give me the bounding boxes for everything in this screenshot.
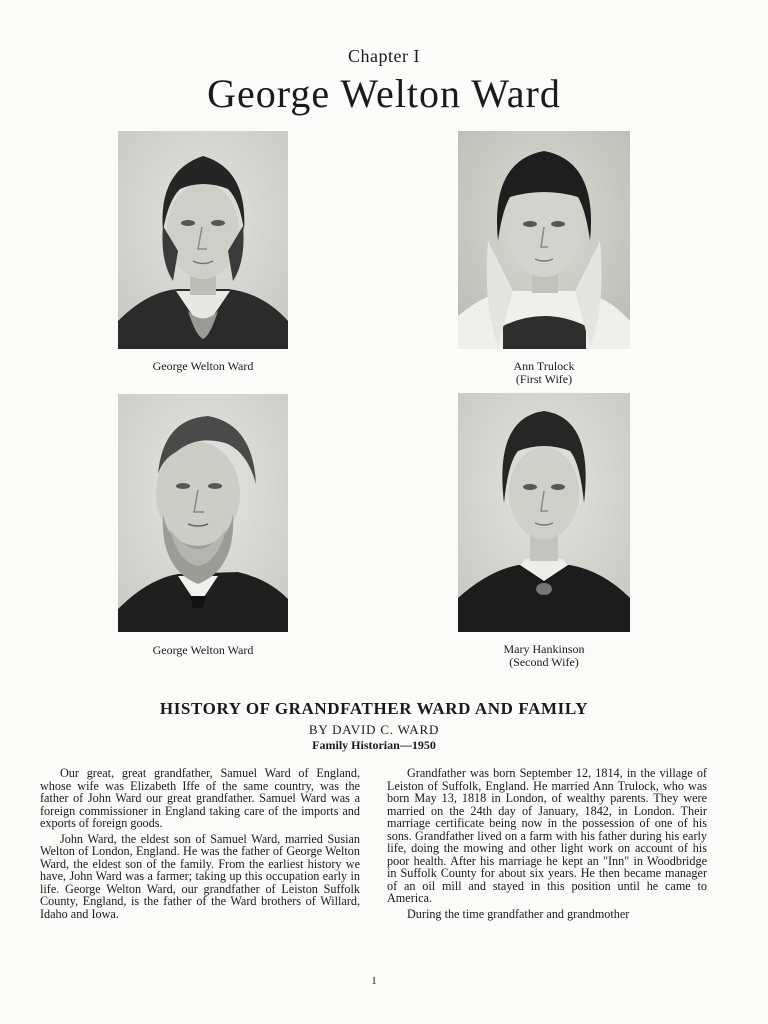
caption-line: (Second Wife)	[509, 655, 579, 669]
portrait-george-older	[118, 394, 288, 632]
portrait-ann-trulock	[458, 131, 630, 349]
caption-mary-hankinson	[458, 643, 630, 669]
paragraph: Our great, great grandfather, Samuel Ward of England, whose wife was Elizabeth Iffe of the same country, was the father of John Ward our great grandfather. Samuel Ward was a foreign commissioner in England taking care of the imports and exports of foreign goods.	[40, 766, 360, 830]
caption-line: Mary Hankinson	[503, 642, 585, 656]
page-number: 1	[371, 975, 377, 987]
page-title: George Welton Ward	[207, 71, 561, 116]
caption-line: George Welton Ward	[152, 359, 254, 373]
article-byline: BY DAVID C. WARD	[308, 722, 440, 737]
portrait-george-young	[118, 131, 288, 349]
paragraph: During the time grandfather and grandmother	[407, 906, 630, 921]
paragraph: John Ward, the eldest son of Samuel Ward, married Susian Welton of London, England. He was the father of George Welton Ward, the eldest son of the family. From the earliest history we have, John Ward was a farmer; taking up this occupation early in life. George Welton Ward, our grandfather of Leiston Suffolk County, England, is the father of the Ward brothers of Willard, Idaho and Iowa.	[40, 831, 360, 921]
article-title: HISTORY OF GRANDFATHER WARD AND FAMILY	[159, 699, 589, 718]
caption-line: George Welton Ward	[152, 643, 254, 657]
article-historian: Family Historian—1950	[312, 738, 436, 752]
article-left-column	[40, 767, 360, 920]
caption-line: (First Wife)	[515, 372, 573, 386]
caption-ann-trulock	[458, 360, 630, 386]
caption-line: Ann Trulock	[513, 359, 575, 373]
caption-george-young	[118, 360, 288, 373]
paragraph: Grandfather was born September 12, 1814, in the village of Leiston of Suffolk, England. He married Ann Trulock, who was born May 13, 1818 in London, of wealthy parents. They were married on the 24th day of January, 1842, in London. Their marriage certificate being now in the possession of one of his sons. Grandfather lived on a farm with his father during his early life, doing the mowing and other light work on account of his poor health. After his marriage he kept an "Inn" in Woodbridge in Suffolk County for about six years. He then became manager of an oil mill and stayed in this position until he came to America.	[387, 766, 707, 905]
chapter-label: Chapter I	[348, 46, 420, 66]
caption-george-older	[118, 644, 288, 657]
article-right-column	[387, 767, 707, 920]
portrait-mary-hankinson	[458, 393, 630, 632]
